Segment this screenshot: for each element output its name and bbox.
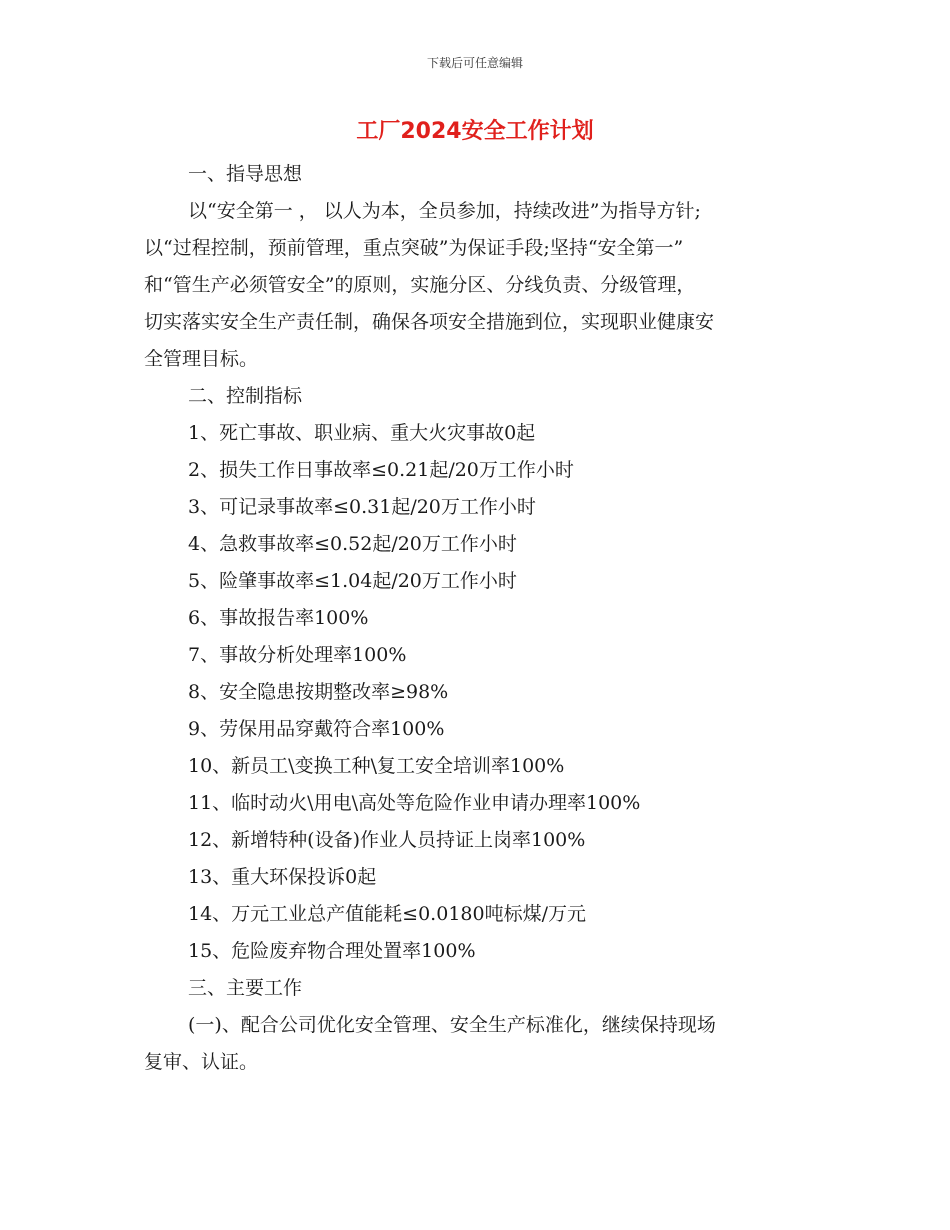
list-item: 7、事故分析处理率100% [188,644,407,666]
paragraph-line: 以“安全第一 ， 以人为本，全员参加，持续改进”为指导方针; [188,200,701,222]
list-item: 1、死亡事故、职业病、重大火灾事故0起 [188,422,536,444]
list-item: 8、安全隐患按期整改率≥98% [188,681,449,703]
list-item: 2、损失工作日事故率≤0.21起/20万工作小时 [188,459,574,481]
section-heading-main-work: 三、主要工作 [188,977,303,999]
paragraph-line: 切实落实安全生产责任制，确保各项安全措施到位，实现职业健康安 [144,311,715,333]
list-item: 10、新员工\变换工种\复工安全培训率100% [188,755,565,777]
list-item: 14、万元工业总产值能耗≤0.0180吨标煤/万元 [188,903,586,925]
list-item: 15、危险废弃物合理处置率100% [188,940,476,962]
paragraph-line: 复审、认证。 [144,1051,259,1073]
header-note: 下载后可任意编辑 [426,56,523,70]
list-item: 5、险肇事故率≤1.04起/20万工作小时 [188,570,517,592]
section-heading-guiding-ideology: 一、指导思想 [188,163,303,185]
list-item: 13、重大环保投诉0起 [188,866,377,888]
paragraph-line: 和“管生产必须管安全”的原则，实施分区、分线负责、分级管理， [144,274,696,296]
list-item: 6、事故报告率100% [188,607,369,629]
section-heading-control-indicators: 二、控制指标 [188,385,303,407]
document-body [144,156,814,1081]
list-item: 9、劳保用品穿戴符合率100% [188,718,445,740]
list-item: 4、急救事故率≤0.52起/20万工作小时 [188,533,517,555]
list-item: 3、可记录事故率≤0.31起/20万工作小时 [188,496,536,518]
list-item: 11、临时动火\用电\高处等危险作业申请办理率100% [188,792,641,814]
list-item: 12、新增特种(设备)作业人员持证上岗率100% [188,829,586,851]
paragraph-line: (一)、配合公司优化安全管理、安全生产标准化，继续保持现场 [188,1014,716,1036]
document-title: 工厂2024安全工作计划 [356,119,594,144]
paragraph-line: 以“过程控制，预前管理，重点突破”为保证手段;坚持“安全第一” [144,237,684,259]
paragraph-line: 全管理目标。 [144,348,259,370]
